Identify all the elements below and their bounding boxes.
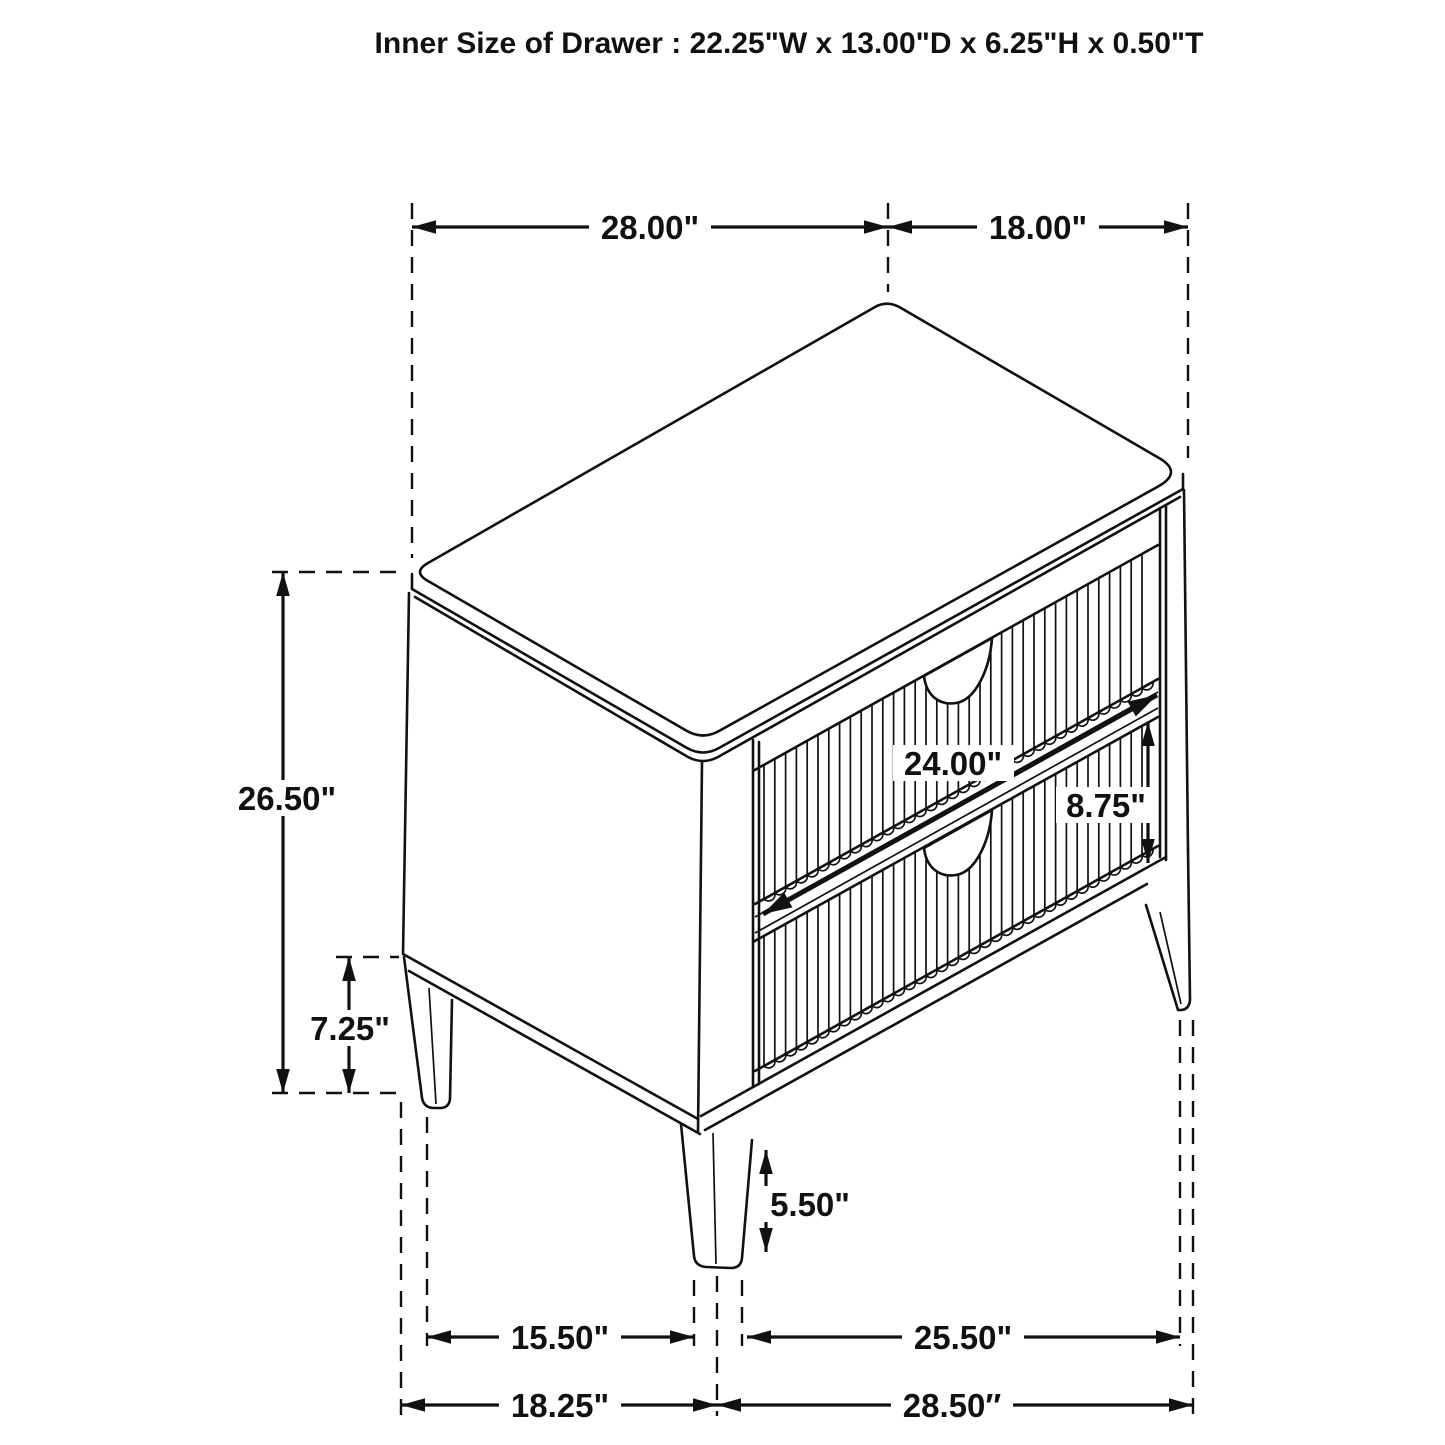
dim-label-top-width (589, 209, 711, 246)
dim-label-front-leg-span (499, 1319, 621, 1356)
svg-text:7.25": 7.25" (310, 1010, 390, 1047)
nightstand-drawing (403, 304, 1190, 1268)
svg-text:5.50": 5.50" (770, 1186, 850, 1223)
dim-label-side-leg-height (300, 1010, 400, 1047)
svg-text:18.00": 18.00" (988, 209, 1088, 246)
dim-label-overall-base-depth (499, 1387, 621, 1424)
right-back-leg (1146, 850, 1190, 1010)
side-panel (403, 593, 702, 1134)
svg-text:25.50": 25.50" (913, 1319, 1013, 1356)
dim-label-front-leg-height (760, 1186, 860, 1223)
dim-label-drawer-width (893, 745, 1014, 782)
drawer-edges (701, 545, 1166, 1130)
dim-label-overall-height (225, 780, 349, 817)
svg-text:18.25": 18.25" (510, 1387, 610, 1424)
front-center-leg (681, 1124, 752, 1268)
svg-text:28.00": 28.00" (600, 209, 700, 246)
svg-text:15.50": 15.50" (510, 1319, 610, 1356)
back-left-leg (404, 957, 452, 1108)
dim-label-base-width (902, 1319, 1024, 1356)
dim-label-drawer-height (1056, 787, 1156, 824)
svg-text:28.50″: 28.50″ (902, 1387, 1002, 1424)
page-title: Inner Size of Drawer : 22.25"W x 13.00"D x 6.25"H x 0.50"T (374, 27, 1204, 60)
dim-label-top-depth (977, 209, 1099, 246)
dim-label-overall-base-width (891, 1387, 1013, 1424)
svg-text:8.75": 8.75" (1066, 787, 1146, 824)
svg-text:26.50": 26.50" (237, 780, 337, 817)
dimension-labels (225, 209, 1156, 1424)
svg-text:24.00": 24.00" (903, 745, 1003, 782)
table-top (412, 304, 1183, 761)
